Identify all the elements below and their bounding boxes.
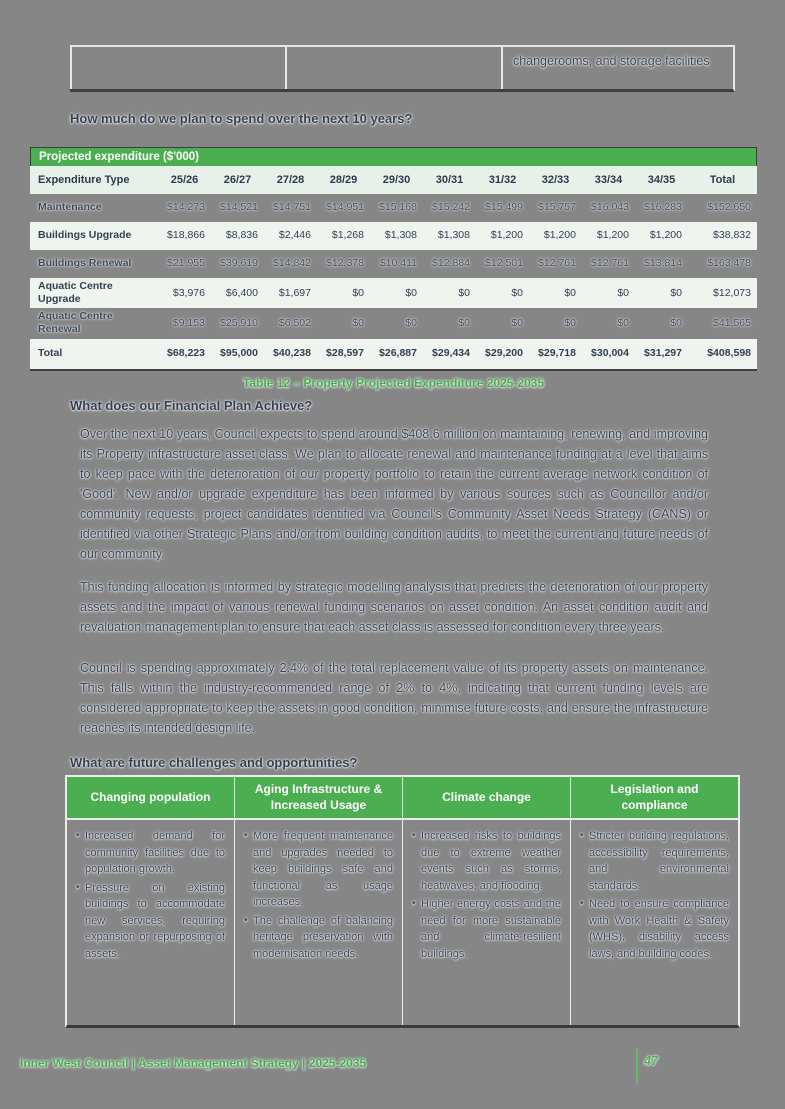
table-cell: $39,619 [220,257,258,270]
row-label: Total [30,339,158,369]
column-header: 34/35 [635,166,688,194]
challenges-column-cell [67,820,234,1025]
heading-future-challenges: What are future challenges and opportunities? [70,755,358,770]
table-cell: $1,697 [278,286,311,299]
heading-spend-plan: How much do we plan to spend over the next 10 years? [70,111,413,126]
expenditure-grid [30,166,757,369]
table-row [30,194,757,222]
table-cell: $0 [564,286,576,299]
table-row [30,278,757,308]
table-caption: Table 12 – Property Projected Expenditure 2025-2035 [242,376,545,390]
table-cell: $12,378 [326,257,364,270]
table-row [30,339,757,369]
table-cell: $18,866 [167,229,205,242]
challenges-column-cell [402,820,570,1025]
table-cell: $12,761 [538,257,576,270]
challenges-column-header: Climate change [402,777,570,818]
table-cell: $0 [511,316,523,329]
table-cell: $10,411 [379,257,417,270]
challenges-column-cell [234,820,402,1025]
row-label: Maintenance [38,201,102,214]
table-cell: $95,000 [211,339,264,369]
column-header: 32/33 [529,166,582,194]
table-cell: $41,565 [713,316,751,329]
bullet-item: • Pressure on existing buildings to accommodate new services, requiring expansion or repurposing of assets. [76,880,225,963]
column-header: 27/28 [264,166,317,194]
challenges-column-header: Aging Infrastructure & Increased Usage [234,777,402,818]
table-cell: $28,597 [317,339,370,369]
table-cell: $14,273 [167,201,205,214]
table-cell: $0 [458,286,470,299]
bullet-item: • Need to ensure compliance with Work Health & Safety (WHS), disability access laws, and building codes. [580,896,729,962]
row-label: Aquatic Centre Renewal [38,310,113,336]
table-cell: $152,650 [707,201,751,214]
table-cell: $14,751 [273,201,311,214]
bullet-item: • Higher energy costs and the need for more sustainable and climate-resilient buildings. [412,896,561,962]
paragraph-financial-plan-2: This funding allocation is informed by strategic modelling analysis that predicts the deterioration of our property assets and the impact of various renewal funding scenarios on asset condition. An asset condition audit and revaluation management plan to ensure that each asset class is assessed for condition every three years. [80,580,708,634]
table-cell: $31,297 [635,339,688,369]
table-cell: $0 [458,316,470,329]
column-header: 30/31 [423,166,476,194]
table-cell: $1,200 [649,229,682,242]
table-cell: $12,761 [591,257,629,270]
footer-text: Inner West Council | Asset Management Strategy | 2025-2035 [20,1056,367,1070]
table-cell: $1,268 [331,229,364,242]
bullet-list [412,828,561,962]
row-label: Buildings Renewal [38,257,132,270]
table-cell: $15,757 [538,201,576,214]
table-cell: $15,499 [485,201,523,214]
table-cell: $1,200 [543,229,576,242]
table-cell [70,47,285,89]
table-cell: $16,043 [591,201,629,214]
table-cell: $6,502 [278,316,311,329]
row-label: Buildings Upgrade [38,229,132,242]
bullet-item: • Stricter building regulations, accessibility requirements, and environmental standards. [580,828,729,894]
page-number-bar [636,1048,638,1084]
bullet-item: • Increased demand for community facilities due to population growth. [76,828,225,878]
table-cell: $16,283 [644,201,682,214]
table-cell: $68,223 [158,339,211,369]
table-cell: $163,478 [707,257,751,270]
table-cell: $8,836 [225,229,258,242]
bullet-list [580,828,729,962]
table-cell: $0 [670,316,682,329]
table-cell: $14,951 [326,201,364,214]
column-header: 26/27 [211,166,264,194]
table-cell: $1,308 [437,229,470,242]
column-header: 31/32 [476,166,529,194]
table-cell: $0 [405,286,417,299]
table-cell: $0 [564,316,576,329]
table-cell: $0 [617,286,629,299]
table-cell: $9,153 [172,316,205,329]
challenges-table [65,775,740,1028]
expenditure-table [30,147,757,371]
table-cell: $2,446 [278,229,311,242]
expenditure-table-title: Projected expenditure ($'000) [30,147,757,166]
bullet-item: • Increased risks to buildings due to extreme weather events such as storms, heatwaves, and flooding. [412,828,561,894]
table-cell: $12,073 [713,286,751,299]
table-cell: $40,238 [264,339,317,369]
table-cell: $13,814 [644,257,682,270]
table-cell: $408,598 [688,339,757,369]
row-label: Aquatic Centre Upgrade [38,280,113,306]
table-cell: $0 [352,316,364,329]
table-cell: $14,842 [273,257,311,270]
table-cell: $15,242 [432,201,470,214]
column-header: 33/34 [582,166,635,194]
table-cell: $6,400 [225,286,258,299]
table-cell: $30,004 [582,339,635,369]
column-header: Total [688,166,757,194]
column-header: Expenditure Type [30,166,158,194]
table-cell: $29,200 [476,339,529,369]
table-cell: $3,976 [172,286,205,299]
table-cell: $0 [617,316,629,329]
paragraph-financial-plan-1: Over the next 10 years, Council expects to spend around $408.6 million on maintaining, renewing, and improving its Property infrastructure asset class. We plan to allocate renewal and maintenance funding at a level that aims to keep pace with the deterioration of our property portfolio to retain the current average network condition of 'Good'. New and/or upgrade expenditure has been informed by various sources such as Councillor and/or community requests, project candidates identified via Council's Community Asset Needs Strategy (CANS) or identified via other Strategic Plans and/or from building condition audits, to meet the current and future needs of our community. [80,427,708,561]
paragraph-financial-plan-3: Council is spending approximately 2.4% of the total replacement value of its property assets on maintenance. This falls within the industry-recommended range of 2% to 4%, indicating that current funding levels are considered appropriate to keep the assets in good condition, minimise future costs, and ensure the infrastructure reaches its intended design life. [80,661,708,735]
table-row [30,308,757,338]
table-cell: $38,832 [713,229,751,242]
table-cell: $0 [670,286,682,299]
facilities-table-fragment [70,45,735,92]
table-cell: $1,200 [490,229,523,242]
column-header: 29/30 [370,166,423,194]
table-row [30,222,757,250]
column-header: 25/26 [158,166,211,194]
challenges-column-cell [570,820,738,1025]
table-cell: $1,308 [384,229,417,242]
challenges-column-header: Changing population [67,777,234,818]
table-cell: $15,168 [379,201,417,214]
bullet-list [76,828,225,962]
bullet-item: • The challenge of balancing heritage preservation with modernisation needs. [244,913,393,963]
table-cell: $0 [352,286,364,299]
table-cell: $29,718 [529,339,582,369]
table-cell: $21,955 [167,257,205,270]
table-cell: $0 [511,286,523,299]
expenditure-header-row [30,166,757,194]
table-cell: changerooms, and storage facilities [501,47,733,89]
challenges-body-row [65,818,740,1028]
column-header: 28/29 [317,166,370,194]
table-cell: $26,887 [370,339,423,369]
challenges-header-row [65,775,740,818]
table-cell: $1,200 [596,229,629,242]
table-cell: $12,884 [432,257,470,270]
table-cell: $14,521 [220,201,258,214]
bullet-item: • More frequent maintenance and upgrades needed to keep buildings safe and functional as usage increases. [244,828,393,911]
table-cell: $29,434 [423,339,476,369]
heading-financial-plan: What does our Financial Plan Achieve? [70,398,313,413]
table-cell: $12,501 [485,257,523,270]
bullet-list [244,828,393,962]
page-number: 47 [644,1054,658,1068]
table-cell [285,47,500,89]
table-row [30,250,757,278]
challenges-column-header: Legislation and compliance [570,777,738,818]
table-cell: $25,910 [220,316,258,329]
table-cell: $0 [405,316,417,329]
